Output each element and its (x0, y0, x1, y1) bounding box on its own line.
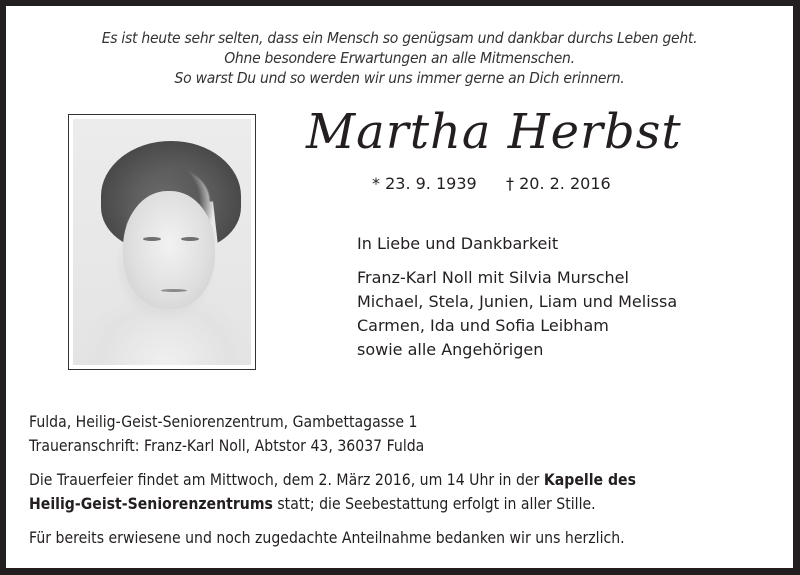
portrait-mouth (161, 289, 187, 292)
mourner-line: Carmen, Ida und Sofia Leibham (357, 316, 609, 335)
birth-date: * 23. 9. 1939 (372, 174, 477, 193)
deceased-name: Martha Herbst (306, 104, 682, 160)
motto-line: So warst Du und so werden wir uns immer gerne an Dich erinnern. (174, 69, 625, 87)
portrait-eye-left (143, 237, 161, 241)
ceremony-line-2 (29, 492, 689, 516)
mourners-block (357, 234, 677, 362)
obituary-card (6, 6, 793, 568)
motto-line: Es ist heute sehr selten, dass ein Mensch so genügsam und dankbar durchs Leben geht. (101, 29, 698, 47)
chapel-name-part1: Kapelle des (543, 470, 636, 489)
mourner-line: Michael, Stela, Junien, Liam und Melissa (357, 292, 678, 311)
portrait-photo (73, 119, 251, 365)
thanks-line: Für bereits erwiesene und noch zugedachte Anteilnahme bedanken wir uns herzlich. (29, 528, 625, 547)
ceremony-paragraph (29, 468, 779, 516)
death-date: † 20. 2. 2016 (506, 174, 611, 193)
motto-line: Ohne besondere Erwartungen an alle Mitmenschen. (224, 49, 575, 67)
mourner-line: Franz-Karl Noll mit Silvia Murschel (357, 268, 629, 287)
ceremony-line-1 (29, 468, 689, 492)
footer-info (29, 410, 779, 550)
mourners-names (357, 266, 677, 362)
portrait-eye-right (181, 237, 199, 241)
chapel-name-part2: Heilig-Geist-Seniorenzentrums (29, 494, 273, 513)
motto-quote (45, 28, 753, 88)
mourning-address: Traueranschrift: Franz-Karl Noll, Abtstor 43, 36037 Fulda (29, 436, 425, 455)
location-line: Fulda, Heilig-Geist-Seniorenzentrum, Gambettagasse 1 (29, 412, 418, 431)
thanks-paragraph (29, 526, 779, 550)
ceremony-text: statt; die Seebestattung erfolgt in aller Stille. (272, 494, 596, 513)
mourners-intro: In Liebe und Dankbarkeit (357, 234, 559, 253)
portrait-frame (68, 114, 256, 370)
mourner-line: sowie alle Angehörigen (357, 340, 544, 359)
ceremony-text: Die Trauerfeier findet am Mittwoch, dem 2. März 2016, um 14 Uhr in der (29, 470, 544, 489)
